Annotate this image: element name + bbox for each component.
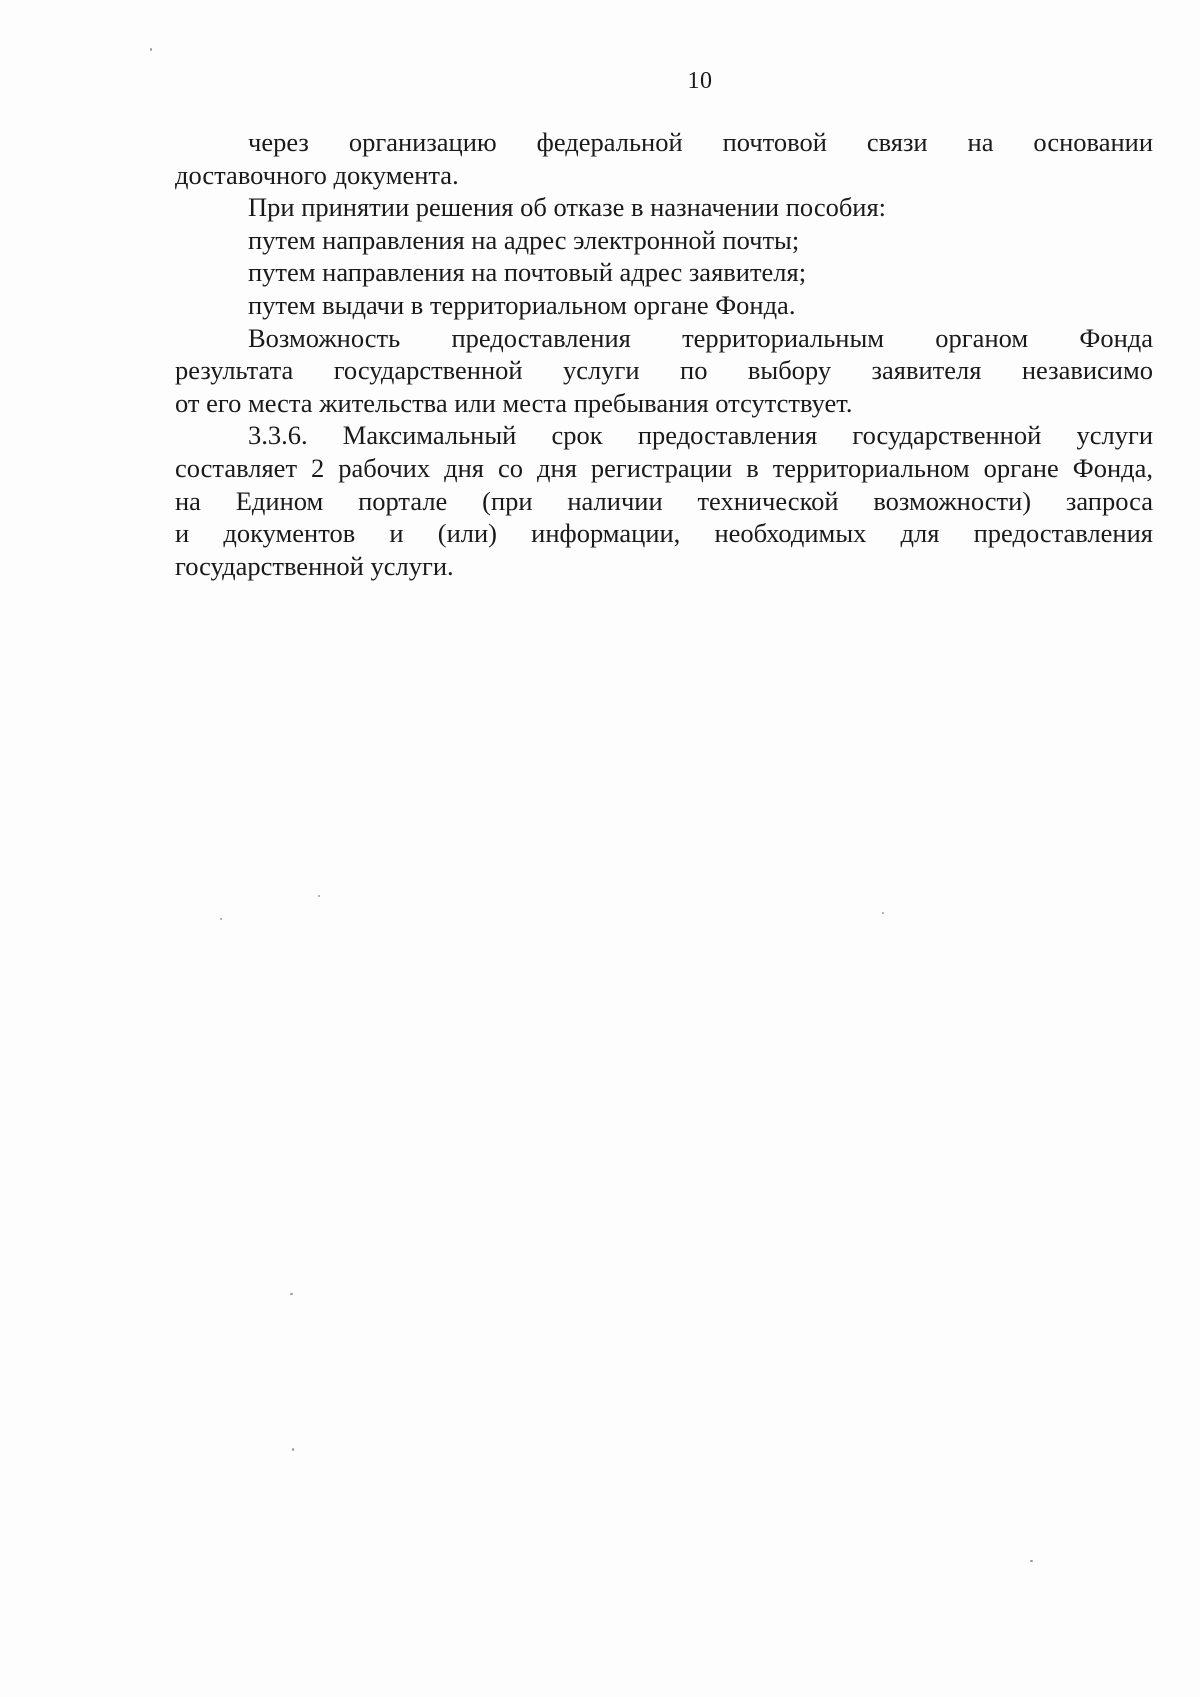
text-line: результата государственной услуги по выбору заявителя независимо (175, 355, 1153, 386)
scan-speck (1030, 1560, 1033, 1562)
text-line: При принятии решения об отказе в назначении пособия: (248, 192, 887, 223)
text-line: государственной услуги. (175, 550, 454, 581)
scan-speck (290, 1293, 293, 1295)
paragraph-extraterritorial (175, 322, 1153, 420)
scan-speck (292, 1448, 294, 1451)
paragraph-3-3-6 (175, 419, 1153, 582)
text-line: путем направления на почтовый адрес заявителя; (248, 257, 807, 288)
text-line: Возможность предоставления территориальным органом Фонда (248, 322, 1153, 353)
document-body (175, 126, 1153, 582)
text-line: доставочного документа. (175, 159, 459, 190)
scan-speck (882, 912, 884, 914)
scan-speck (150, 48, 152, 51)
text-line: составляет 2 рабочих дня со дня регистрации в территориальном органе Фонда, (175, 452, 1153, 483)
paragraph-postal-delivery (175, 126, 1153, 191)
text-line: через организацию федеральной почтовой связи на основании (248, 127, 1153, 157)
scan-speck (318, 895, 320, 897)
text-line: путем направления на адрес электронной почты; (248, 224, 800, 255)
text-line: 3.3.6. Максимальный срок предоставления государственной услуги (248, 420, 1153, 451)
text-line: на Едином портале (при наличии технической возможности) запроса (175, 485, 1153, 516)
paragraph-refusal-intro (175, 191, 1153, 224)
paragraph-refusal-post (175, 256, 1153, 289)
paragraph-refusal-email (175, 224, 1153, 257)
text-line: и документов и (или) информации, необходимых для предоставления (175, 518, 1153, 549)
text-line: путем выдачи в территориальном органе Фонда. (248, 289, 796, 320)
scan-speck (220, 918, 222, 920)
page-number: 10 (687, 68, 713, 94)
paragraph-refusal-office (175, 289, 1153, 322)
text-line: от его места жительства или места пребывания отсутствует. (175, 387, 853, 418)
